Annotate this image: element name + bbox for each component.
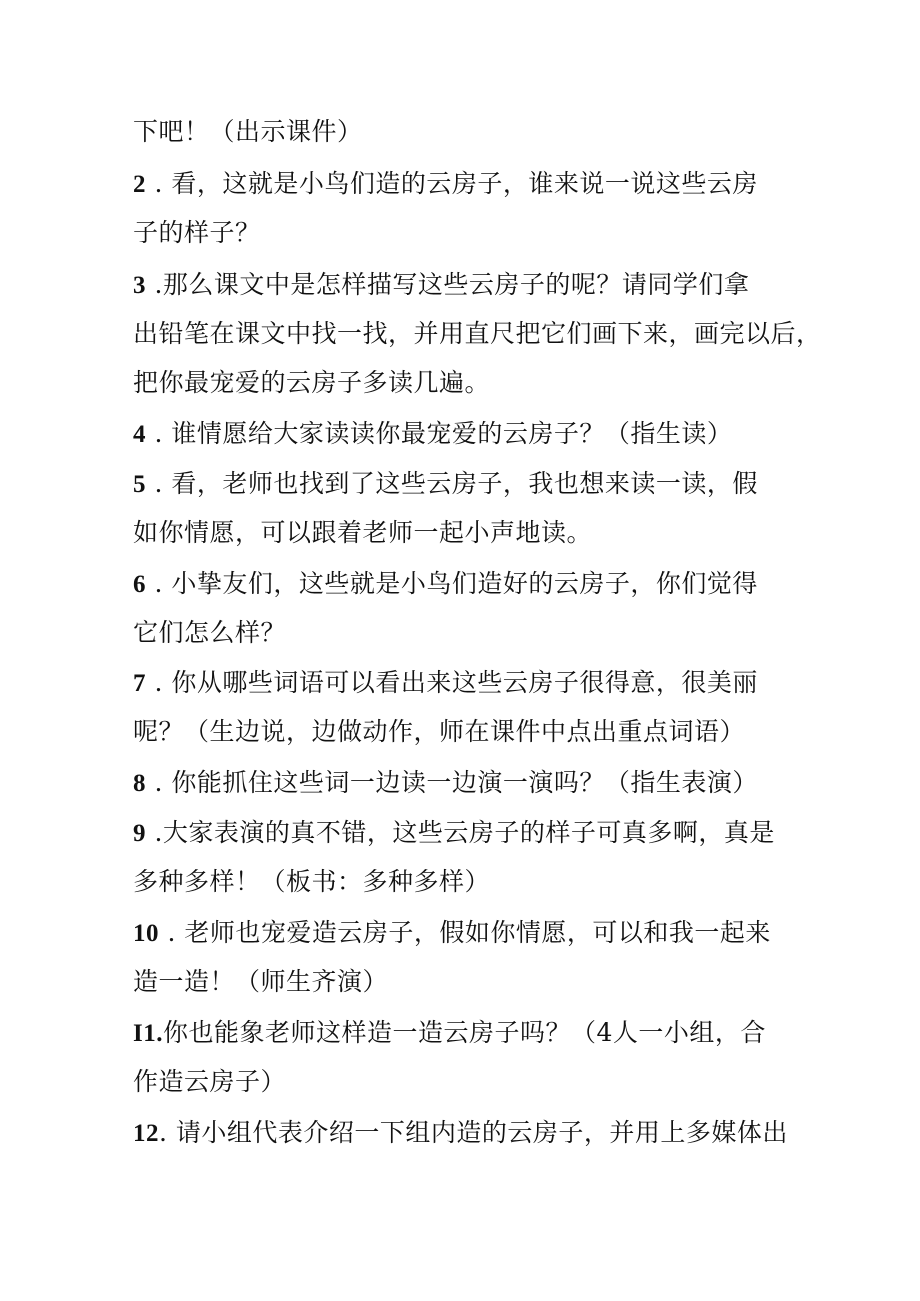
line-text: . 老师也宠爱造云房子，假如你情愿，可以和我一起来 <box>159 918 771 947</box>
item-number: 4 <box>133 421 146 448</box>
line-text: . 谁情愿给大家读读你最宠爱的云房子？（指生读） <box>146 419 733 448</box>
line-text: 子的样子？ <box>133 218 261 247</box>
line-text: . 你从哪些词语可以看出来这些云房子很得意，很美丽 <box>146 668 758 697</box>
line-text: 呢？（生边说，边做动作，师在课件中点出重点词语） <box>133 717 746 746</box>
item-number: 7 <box>133 670 146 697</box>
text-line <box>133 1065 286 1100</box>
item-number: 10 <box>133 920 159 947</box>
line-text: 把你最宠爱的云房子多读几遍。 <box>133 368 491 397</box>
text-line <box>133 715 745 750</box>
text-line <box>133 766 758 801</box>
line-text: 多种多样！（板书：多种多样） <box>133 867 491 896</box>
text-line <box>133 115 363 150</box>
line-text: . 小挚友们，这些就是小鸟们造好的云房子，你们觉得 <box>146 569 758 598</box>
item-number: 3 <box>133 272 146 299</box>
line-text: 造一造！（师生齐演） <box>133 967 389 996</box>
text-line <box>133 816 775 851</box>
text-line <box>133 567 758 602</box>
text-line <box>133 467 758 502</box>
item-number: 9 <box>133 820 146 847</box>
text-line <box>133 965 388 1000</box>
line-text: 作造云房子） <box>133 1067 287 1096</box>
line-text: .那么课文中是怎样描写这些云房子的呢？请同学们拿 <box>146 270 750 299</box>
item-number: I1. <box>133 1020 163 1047</box>
line-text: 下吧！（出示课件） <box>133 117 363 146</box>
item-number: 2 <box>133 171 146 198</box>
text-line <box>133 916 771 951</box>
line-text: . 看，这就是小鸟们造的云房子，谁来说一说这些云房 <box>146 169 758 198</box>
item-number: 12 <box>133 1120 159 1147</box>
line-text: 如你情愿，可以跟着老师一起小声地读。 <box>133 518 593 547</box>
item-number: 5 <box>133 471 146 498</box>
line-text: . 请小组代表介绍一下组内造的云房子，并用上多媒体出 <box>159 1118 788 1147</box>
line-text: . 看，老师也找到了这些云房子，我也想来读一读，假 <box>146 469 758 498</box>
text-line <box>133 1116 788 1151</box>
text-line <box>133 516 592 551</box>
text-line <box>133 616 286 651</box>
text-line <box>133 865 490 900</box>
line-text: 它们怎么样？ <box>133 618 287 647</box>
line-text: 你也能象老师这样造一造云房子吗？（4人一小组，合 <box>162 1018 766 1047</box>
text-line <box>133 417 732 452</box>
line-text: 出铅笔在课文中找一找，并用直尺把它们画下来，画完以后， <box>133 319 822 348</box>
text-line <box>133 167 758 202</box>
text-line <box>133 216 261 251</box>
line-text: .大家表演的真不错，这些云房子的样子可真多啊，真是 <box>146 818 775 847</box>
item-number: 8 <box>133 770 146 797</box>
text-line <box>133 317 822 352</box>
text-line <box>133 366 490 401</box>
line-text: . 你能抓住这些词一边读一边演一演吗？（指生表演） <box>146 768 758 797</box>
item-number: 6 <box>133 571 146 598</box>
text-line <box>133 268 749 303</box>
text-line <box>133 666 758 701</box>
text-line <box>133 1016 766 1051</box>
